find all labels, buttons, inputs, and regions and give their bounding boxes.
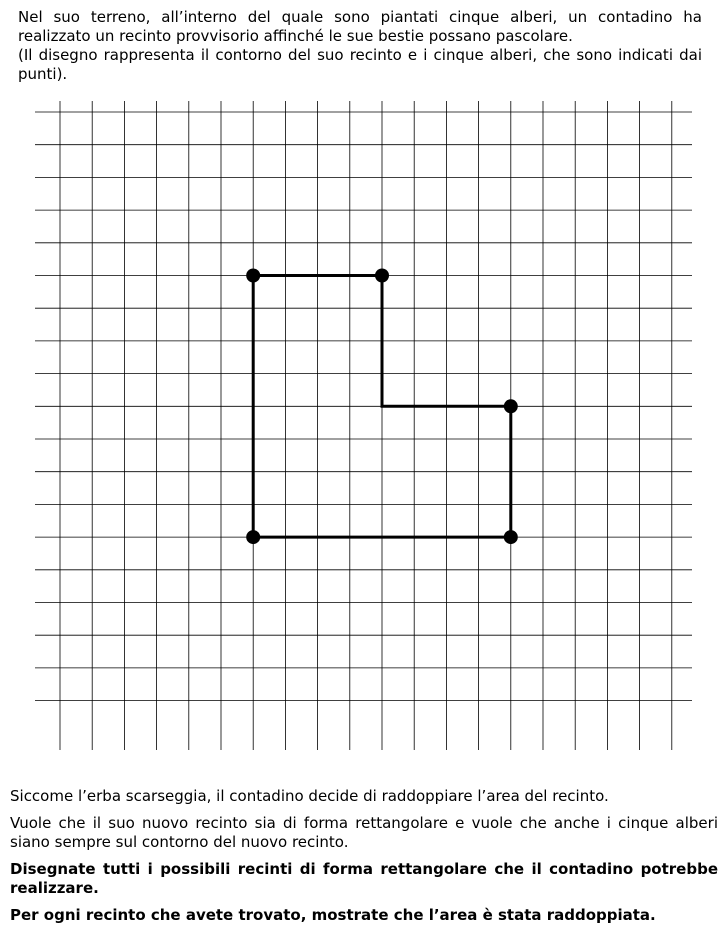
tree-point <box>504 530 518 544</box>
intro-note: (Il disegno rappresenta il contorno del suo recinto e i cinque alberi, che sono indicati dai punti). <box>18 46 702 83</box>
question-text <box>10 787 718 933</box>
square-grid <box>35 101 692 750</box>
intro-paragraph: Nel suo terreno, all’interno del quale sono piantati cinque alberi, un contadino ha realizzato un recinto provvisorio affinché le sue bestie possano pascolare. <box>18 8 702 45</box>
context-paragraph: Siccome l’erba scarseggia, il contadino decide di raddoppiare l’area del recinto. <box>10 787 609 805</box>
task-show-area: Per ogni recinto che avete trovato, mostrate che l’area è stata raddoppiata. <box>10 906 656 924</box>
tree-point <box>504 399 518 413</box>
requirement-paragraph: Vuole che il suo nuovo recinto sia di forma rettangolare e vuole che anche i cinque alberi siano sempre sul contorno del nuovo recinto. <box>10 814 718 851</box>
tree-point <box>246 530 260 544</box>
tree-point <box>375 269 389 283</box>
tree-point <box>246 269 260 283</box>
task-draw: Disegnate tutti i possibili recinti di forma rettangolare che il contadino potrebbe realizzare. <box>10 860 718 897</box>
